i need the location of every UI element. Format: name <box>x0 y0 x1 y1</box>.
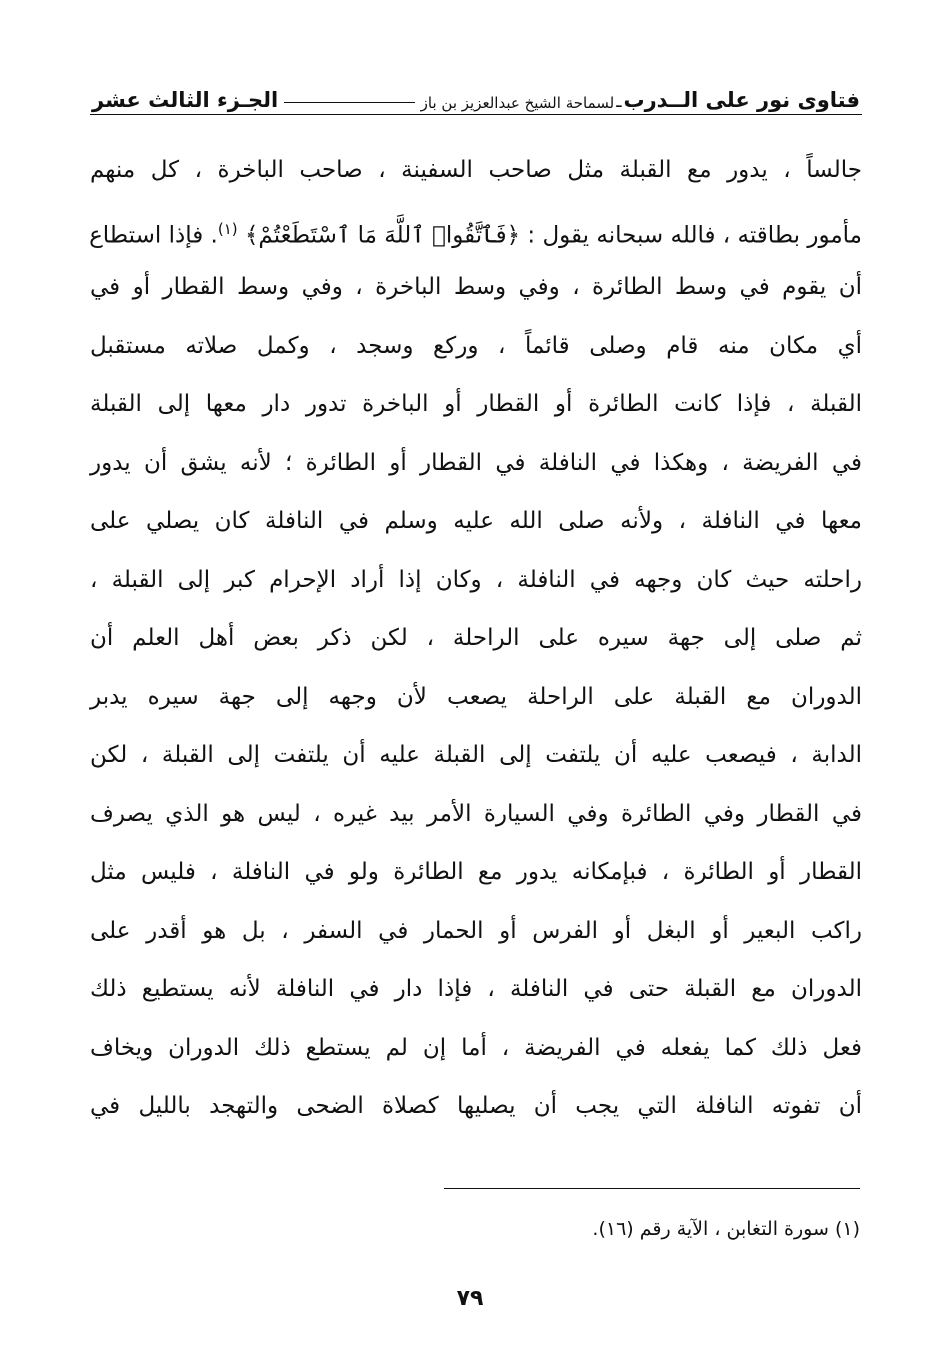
running-header <box>92 72 860 112</box>
header-dash-rule <box>284 102 414 103</box>
text-line: أي مكان منه قام وصلى قائماً ، وركع وسجد ، وكمل صلاته مستقبل <box>90 332 862 359</box>
text-line: فعل ذلك كما يفعله في الفريضة ، أما إن لم يستطع ذلك الدوران ويخاف <box>90 1034 862 1061</box>
text-line-with-quran-verse <box>90 207 862 266</box>
footnote-reference: (١) <box>217 219 238 238</box>
text-line: ثم صلى إلى جهة سيره على الراحلة ، لكن ذكر بعض أهل العلم أن <box>90 625 862 651</box>
header-divider <box>90 114 862 115</box>
text-line: في الفريضة ، وهكذا في النافلة في القطار أو الطائرة ؛ لأنه يشق أن يدور <box>90 449 862 476</box>
page-number: ٧٩ <box>456 1286 484 1311</box>
text-line-end: . فإذا استطاع <box>89 222 218 249</box>
text-line: الدوران مع القبلة حتى في النافلة ، فإذا دار في النافلة لأنه يستطيع ذلك <box>90 976 862 1002</box>
text-line: القبلة ، فإذا كانت الطائرة أو القطار أو الباخرة تدور دار معها إلى القبلة <box>90 391 862 417</box>
author-name: لسماحة الشيخ عبدالعزيز بن باز <box>420 94 615 112</box>
text-line: راحلته حيث كان وجهه في النافلة ، وكان إذا أراد الإحرام كبر إلى القبلة ، <box>90 566 862 593</box>
text-line: الدابة ، فيصعب عليه أن يلتفت إلى القبلة عليه أن يلتفت إلى القبلة ، لكن <box>90 742 862 768</box>
text-line: جالساً ، يدور مع القبلة مثل صاحب السفينة ، صاحب الباخرة ، كل منهم <box>90 157 862 183</box>
main-text <box>90 148 862 1143</box>
text-line: أن تفوته النافلة التي يجب أن يصليها كصلاة الضحى والتهجد بالليل في <box>90 1093 862 1119</box>
text-line: في القطار وفي الطائرة وفي السيارة الأمر بيد غيره ، ليس هو الذي يصرف <box>90 800 862 827</box>
text-line-start: مأمور بطاقته ، فالله سبحانه يقول : ﴿فَٱتَّقُوا۟ ٱللَّهَ مَا ٱسْتَطَعْتُمْ﴾ <box>244 222 862 249</box>
text-line: الدوران مع القبلة على الراحلة يصعب لأن وجهه إلى جهة سيره يدبر <box>90 683 862 710</box>
volume-title: الجـزء الثالث عشر <box>92 88 279 112</box>
footnote: (١) سورة التغابن ، الآية رقم (١٦). <box>592 1218 860 1240</box>
text-line: القطار أو الطائرة ، فبإمكانه يدور مع الطائرة ولو في النافلة ، فليس مثل <box>90 859 862 885</box>
text-line: أن يقوم في وسط الطائرة ، وفي وسط الباخرة ، وفي وسط القطار أو في <box>90 274 862 300</box>
header-separator: ـ <box>616 91 622 112</box>
text-line: راكب البعير أو البغل أو الفرس أو الحمار في السفر ، بل هو أقدر على <box>90 917 862 944</box>
footnote-divider <box>444 1188 860 1189</box>
text-line: معها في النافلة ، ولأنه صلى الله عليه وسلم في النافلة كان يصلي على <box>90 508 862 534</box>
book-title: فتاوى نور على الــدرب <box>623 88 860 112</box>
